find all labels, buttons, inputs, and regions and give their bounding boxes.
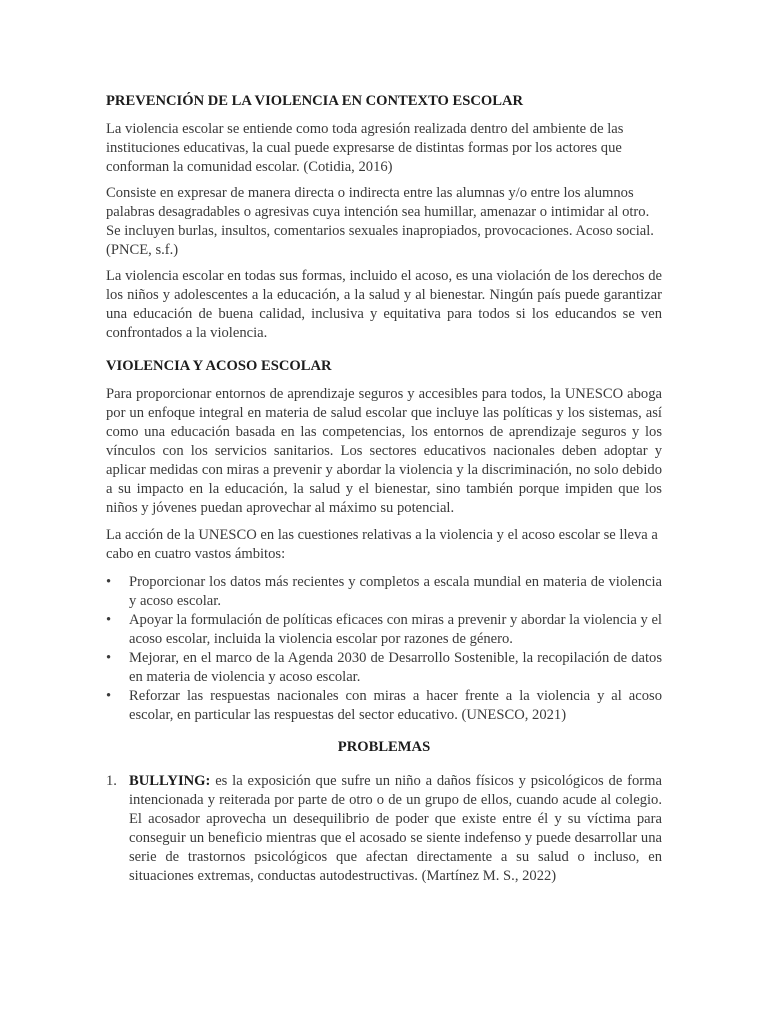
section2-paragraph-1: Para proporcionar entornos de aprendizaje seguros y accesibles para todos, la UNESCO aboga por un enfoque integral en materia de salud escolar que incluye las políticas y los sistemas, así como una educación basada en las competencias, los entornos de aprendizaje seguros y los vínculos con los servicios sanitarios. Los sectores educativos nacionales deben adoptar y aplicar medidas con miras a prevenir y abordar la violencia y la discriminación, no solo debido a su impacto en la educación, la salud y el bienestar, sino también porque impiden que los niños y jóvenes puedan aprovechar al máximo su potencial.	[106, 386, 662, 516]
list-item-text: Reforzar las respuestas nacionales con miras a hacer frente a la violencia y al acoso escolar, en particular las respuestas del sector educativo. (UNESCO, 2021)	[129, 688, 662, 723]
list-item	[106, 611, 662, 649]
section-heading-problemas: PROBLEMAS	[337, 739, 431, 755]
document-title: PREVENCIÓN DE LA VIOLENCIA EN CONTEXTO ESCOLAR	[106, 93, 524, 109]
section-heading-violencia: VIOLENCIA Y ACOSO ESCOLAR	[106, 358, 332, 374]
bullet-list	[106, 573, 662, 725]
intro-paragraph-3: La violencia escolar en todas sus formas, incluido el acoso, es una violación de los derechos de los niños y adolescentes a la educación, a la salud y al bienestar. Ningún país puede garantizar una educación de buena calidad, inclusiva y equitativa para todos si los educandos se ven confrontados a la violencia.	[106, 268, 662, 341]
list-item	[106, 772, 662, 886]
list-item-text: Mejorar, en el marco de la Agenda 2030 de Desarrollo Sostenible, la recopilación de datos en materia de violencia y acoso escolar.	[129, 650, 662, 685]
numbered-list	[106, 772, 662, 886]
list-item-text: Apoyar la formulación de políticas eficaces con miras a prevenir y abordar la violencia y el acoso escolar, incluida la violencia escolar por razones de género.	[129, 612, 662, 647]
term-definition: es la exposición que sufre un niño a daños físicos y psicológicos de forma intencionada y reiterada por parte de otro o de un grupo de ellos, cuando acude al colegio. El acosador aprovecha un desequilibrio de poder que existe entre él y su víctima para conseguir un beneficio mientras que el acosado se siente indefenso y puede desarrollar una serie de trastornos psicológicos que afectan directamente a su salud o incluso, en situaciones extremas, conductas autodestructivas. (Martínez M. S., 2022)	[129, 773, 662, 884]
section2-paragraph-2: La acción de la UNESCO en las cuestiones relativas a la violencia y el acoso escolar se lleva a cabo en cuatro vastos ámbitos:	[106, 527, 658, 562]
list-item-text: Proporcionar los datos más recientes y completos a escala mundial en materia de violencia y acoso escolar.	[129, 574, 662, 609]
document-page	[106, 90, 662, 886]
intro-paragraph-2: Consiste en expresar de manera directa o indirecta entre las alumnas y/o entre los alumnos palabras desagradables o agresivas cuya intención sea humillar, amenazar o intimidar al otro. Se incluyen burlas, insultos, comentarios sexuales inapropiados, provocaciones. Acoso social. (PNCE, s.f.)	[106, 185, 654, 258]
list-item	[106, 649, 662, 687]
bullet-icon: •	[106, 574, 112, 590]
bullet-icon: •	[106, 612, 112, 628]
list-item	[106, 687, 662, 725]
intro-paragraph-1: La violencia escolar se entiende como toda agresión realizada dentro del ambiente de las instituciones educativas, la cual puede expresarse de distintas formas por los actores que conforman la comunidad escolar. (Cotidia, 2016)	[106, 121, 624, 175]
term-label: BULLYING:	[129, 773, 211, 789]
bullet-icon: •	[106, 688, 112, 704]
list-item	[106, 573, 662, 611]
list-item-number: 1.	[106, 773, 117, 789]
bullet-icon: •	[106, 650, 112, 666]
